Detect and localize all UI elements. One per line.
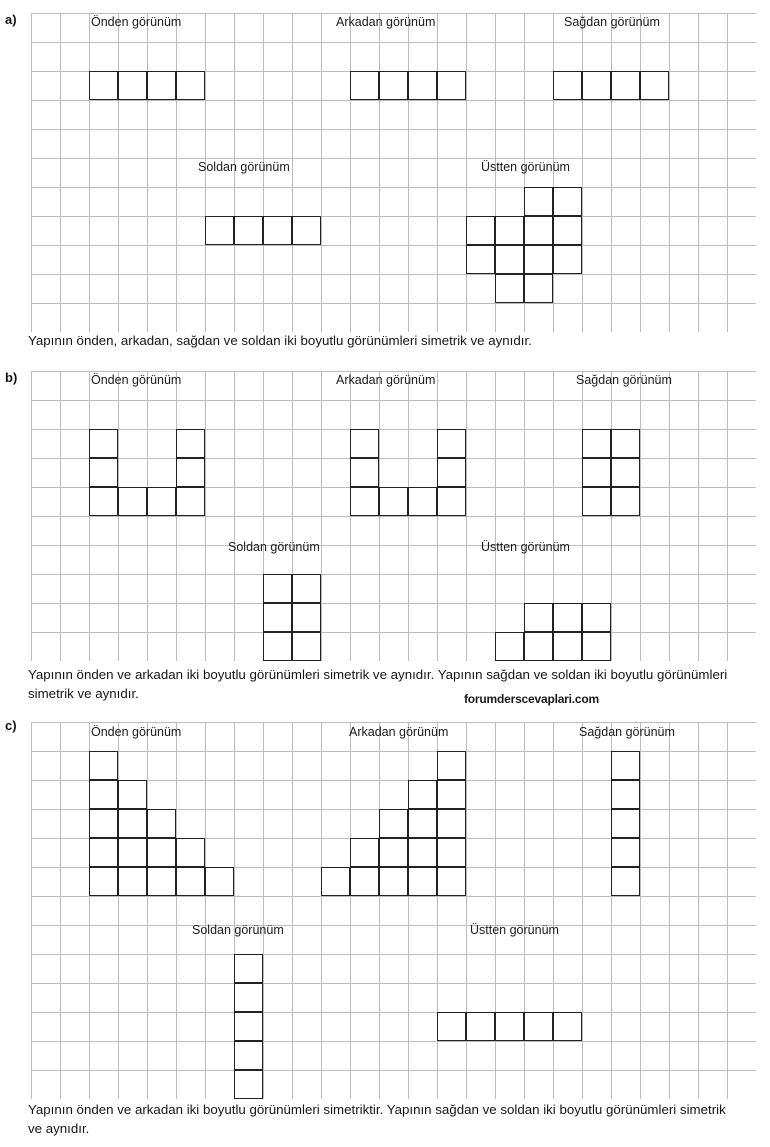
unit-square	[437, 71, 466, 100]
unit-square	[176, 429, 205, 458]
unit-square	[582, 71, 611, 100]
unit-square	[408, 867, 437, 896]
label-top-b: Üstten görünüm	[481, 540, 570, 554]
unit-square	[408, 838, 437, 867]
unit-square	[408, 809, 437, 838]
unit-square	[582, 487, 611, 516]
unit-square	[292, 603, 321, 632]
unit-square	[524, 1012, 553, 1041]
unit-square	[118, 809, 147, 838]
unit-square	[524, 216, 553, 245]
unit-square	[437, 838, 466, 867]
grid-a	[31, 13, 756, 332]
unit-square	[611, 71, 640, 100]
unit-square	[234, 954, 263, 983]
section-letter-a: a)	[5, 12, 17, 27]
label-top-c: Üstten görünüm	[470, 923, 559, 937]
unit-square	[147, 838, 176, 867]
unit-square	[176, 71, 205, 100]
unit-square	[582, 429, 611, 458]
unit-square	[466, 245, 495, 274]
unit-square	[553, 187, 582, 216]
unit-square	[466, 1012, 495, 1041]
section-letter-c: c)	[5, 718, 17, 733]
unit-square	[350, 71, 379, 100]
unit-square	[408, 780, 437, 809]
unit-square	[611, 838, 640, 867]
unit-square	[89, 71, 118, 100]
unit-square	[437, 1012, 466, 1041]
unit-square	[89, 751, 118, 780]
label-back-a: Arkadan görünüm	[336, 15, 436, 29]
grid-c	[31, 722, 756, 1099]
unit-square	[553, 1012, 582, 1041]
unit-square	[234, 983, 263, 1012]
unit-square	[176, 838, 205, 867]
unit-square	[466, 216, 495, 245]
unit-square	[611, 867, 640, 896]
unit-square	[176, 867, 205, 896]
unit-square	[553, 603, 582, 632]
unit-square	[437, 429, 466, 458]
unit-square	[495, 216, 524, 245]
unit-square	[234, 216, 263, 245]
label-front-b: Önden görünüm	[91, 373, 182, 387]
shapes-layer-a	[31, 13, 756, 332]
unit-square	[234, 1012, 263, 1041]
unit-square	[89, 780, 118, 809]
unit-square	[437, 867, 466, 896]
unit-square	[379, 867, 408, 896]
unit-square	[89, 867, 118, 896]
unit-square	[147, 867, 176, 896]
unit-square	[495, 245, 524, 274]
unit-square	[292, 632, 321, 661]
unit-square	[582, 458, 611, 487]
unit-square	[350, 429, 379, 458]
unit-square	[553, 632, 582, 661]
unit-square	[263, 632, 292, 661]
unit-square	[292, 216, 321, 245]
label-right-b: Sağdan görünüm	[576, 373, 672, 387]
unit-square	[408, 487, 437, 516]
unit-square	[640, 71, 669, 100]
unit-square	[379, 809, 408, 838]
caption-c: Yapının önden ve arkadan iki boyutlu görünümleri simetriktir. Yapının sağdan ve soldan iki boyutlu görünümleri simetrik ve aynıdır.	[28, 1102, 726, 1136]
unit-square	[524, 274, 553, 303]
unit-square	[437, 809, 466, 838]
unit-square	[350, 838, 379, 867]
unit-square	[437, 487, 466, 516]
unit-square	[611, 751, 640, 780]
unit-square	[321, 867, 350, 896]
unit-square	[495, 1012, 524, 1041]
unit-square	[118, 780, 147, 809]
unit-square	[263, 603, 292, 632]
unit-square	[437, 780, 466, 809]
unit-square	[89, 458, 118, 487]
unit-square	[495, 274, 524, 303]
unit-square	[437, 751, 466, 780]
unit-square	[89, 487, 118, 516]
label-back-b: Arkadan görünüm	[336, 373, 436, 387]
unit-square	[611, 809, 640, 838]
unit-square	[495, 632, 524, 661]
unit-square	[350, 458, 379, 487]
unit-square	[379, 838, 408, 867]
unit-square	[379, 71, 408, 100]
unit-square	[89, 838, 118, 867]
unit-square	[118, 867, 147, 896]
unit-square	[408, 71, 437, 100]
unit-square	[118, 71, 147, 100]
unit-square	[611, 780, 640, 809]
unit-square	[263, 216, 292, 245]
caption-b: Yapının önden ve arkadan iki boyutlu görünümleri simetrik ve aynıdır. Yapının sağdan ve soldan iki boyutlu görünümleri simetrik ve aynıdır.	[28, 667, 728, 701]
unit-square	[234, 1070, 263, 1099]
unit-square	[147, 71, 176, 100]
site-watermark: forumderscevaplari.com	[464, 692, 599, 706]
unit-square	[611, 487, 640, 516]
unit-square	[263, 574, 292, 603]
unit-square	[582, 603, 611, 632]
label-right-c: Sağdan görünüm	[579, 725, 675, 739]
unit-square	[582, 632, 611, 661]
unit-square	[553, 245, 582, 274]
unit-square	[524, 187, 553, 216]
label-back-c: Arkadan görünüm	[349, 725, 449, 739]
section-letter-b: b)	[5, 370, 18, 385]
unit-square	[524, 245, 553, 274]
unit-square	[147, 809, 176, 838]
unit-square	[437, 458, 466, 487]
unit-square	[205, 216, 234, 245]
unit-square	[350, 487, 379, 516]
label-front-a: Önden görünüm	[91, 15, 182, 29]
shapes-layer-b	[31, 371, 756, 661]
unit-square	[553, 216, 582, 245]
shapes-layer-c	[31, 722, 756, 1099]
label-right-a: Sağdan görünüm	[564, 15, 660, 29]
unit-square	[379, 487, 408, 516]
unit-square	[147, 487, 176, 516]
unit-square	[89, 809, 118, 838]
unit-square	[118, 838, 147, 867]
label-left-b: Soldan görünüm	[228, 540, 320, 554]
unit-square	[176, 487, 205, 516]
grid-b	[31, 371, 756, 661]
unit-square	[89, 429, 118, 458]
unit-square	[205, 867, 234, 896]
caption-a: Yapının önden, arkadan, sağdan ve soldan iki boyutlu görünümleri simetrik ve aynıdır.	[28, 333, 532, 348]
unit-square	[176, 458, 205, 487]
label-left-c: Soldan görünüm	[192, 923, 284, 937]
unit-square	[611, 429, 640, 458]
unit-square	[524, 603, 553, 632]
unit-square	[553, 71, 582, 100]
unit-square	[292, 574, 321, 603]
unit-square	[611, 458, 640, 487]
label-front-c: Önden görünüm	[91, 725, 182, 739]
unit-square	[350, 867, 379, 896]
label-top-a: Üstten görünüm	[481, 160, 570, 174]
label-left-a: Soldan görünüm	[198, 160, 290, 174]
unit-square	[118, 487, 147, 516]
unit-square	[524, 632, 553, 661]
unit-square	[234, 1041, 263, 1070]
